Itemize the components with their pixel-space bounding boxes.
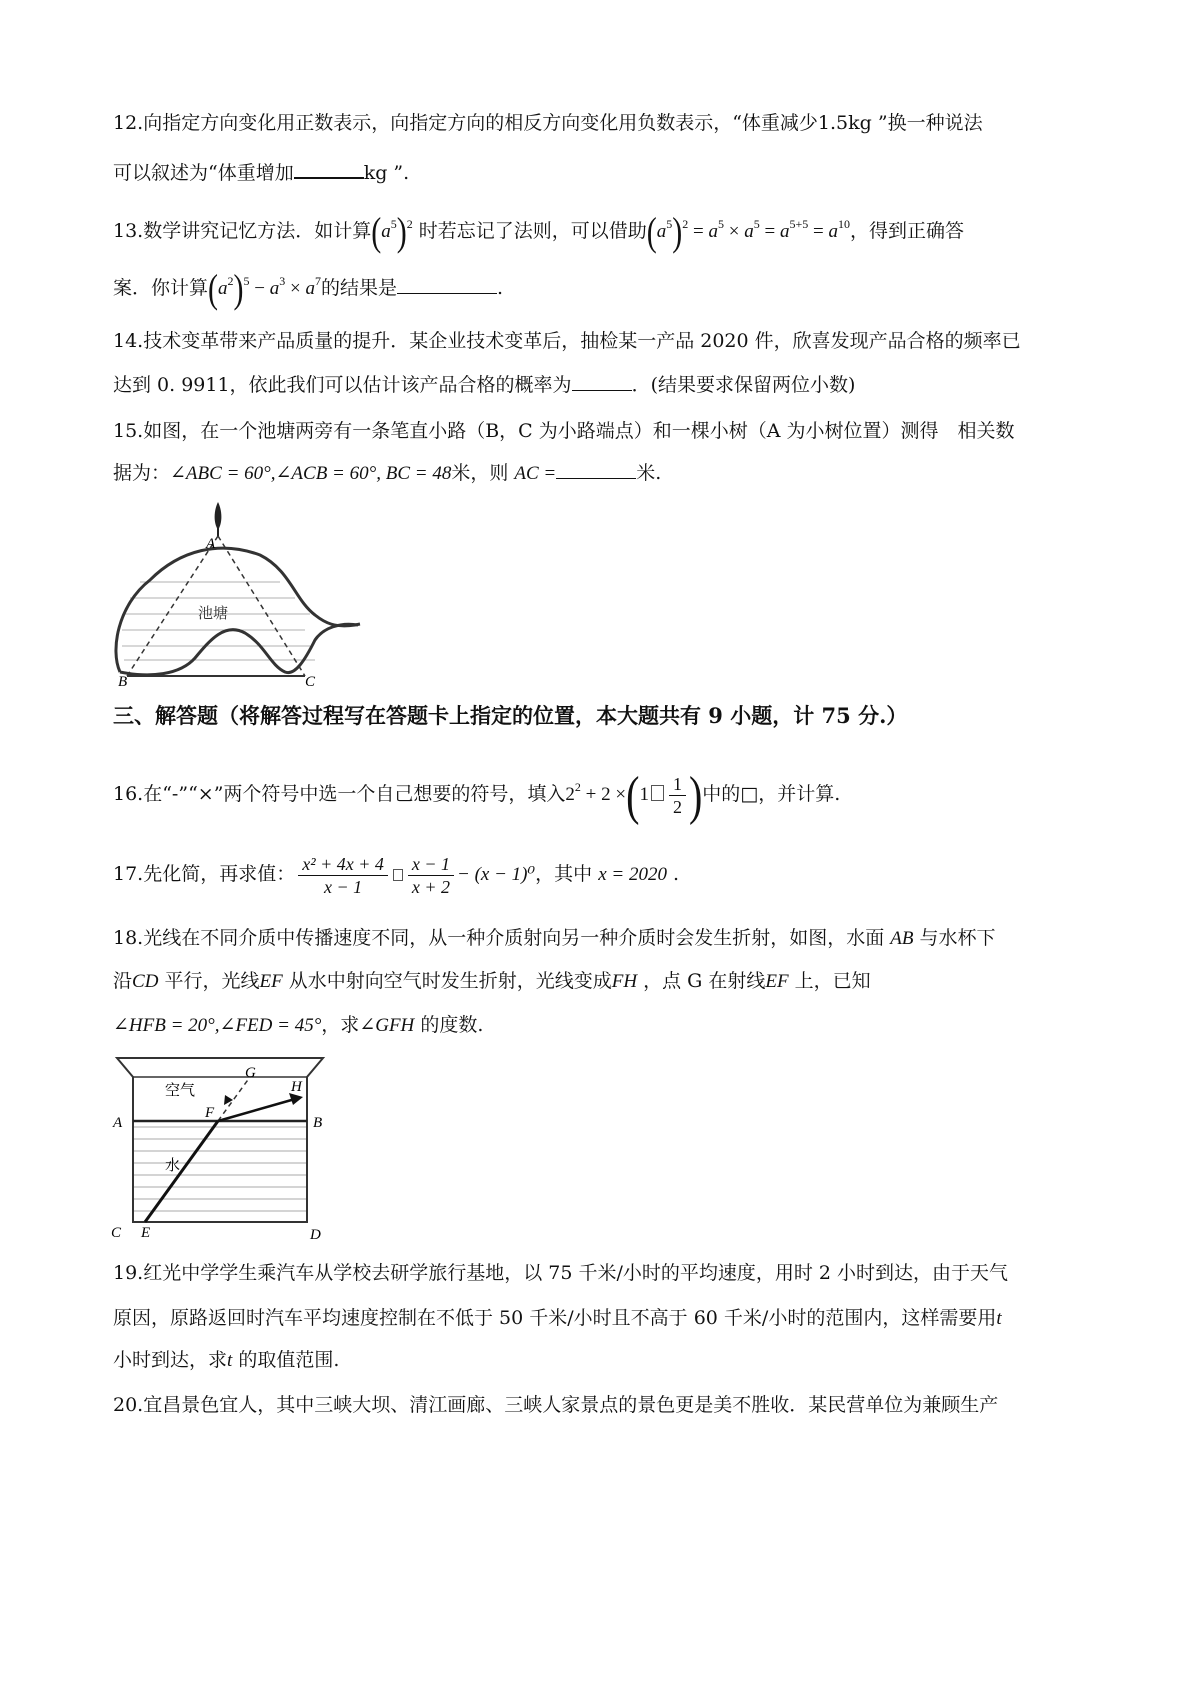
q17-line bbox=[113, 850, 679, 899]
q16-frac-den: 2 bbox=[672, 797, 682, 817]
q18-line2 bbox=[113, 968, 871, 995]
q18-ef: EF bbox=[259, 971, 283, 992]
q18-text-c: 沿 bbox=[113, 970, 133, 992]
q17-f1-den: x − 1 bbox=[323, 876, 363, 897]
q18-text-g: 上，已知 bbox=[794, 970, 871, 992]
label-c: C bbox=[305, 674, 316, 690]
q18-text-h: ，求 bbox=[321, 1014, 360, 1036]
label-e: E bbox=[141, 1225, 151, 1241]
label-a: A bbox=[113, 1115, 123, 1131]
q18-text-f: ，点 G 在射线 bbox=[643, 970, 766, 992]
q16-base: 2 bbox=[565, 783, 575, 805]
q14-text-b: ．(结果要求保留两位小数) bbox=[631, 374, 856, 396]
q18-cd: CD bbox=[132, 971, 159, 992]
label-a: A bbox=[206, 536, 216, 552]
section-3-heading: 三、解答题（将解答过程写在答题卡上指定的位置，本大题共有 9 小题，计 75 分.） bbox=[113, 703, 908, 728]
q19-t: t bbox=[996, 1308, 1002, 1329]
q13-text-c: ，得到正确答 bbox=[849, 220, 964, 242]
q18-line3 bbox=[113, 1012, 483, 1039]
q19-t-2: t bbox=[227, 1350, 233, 1371]
q18-text-e: 从水中射向空气时发生折射，光线变成 bbox=[288, 970, 612, 992]
ray-fh bbox=[218, 1099, 295, 1121]
q15-line1: 15.如图，在一个池塘两旁有一条笔直小路（B，C 为小路端点）和一棵小树（A 为小树位置）测得 相关数 bbox=[113, 420, 1015, 442]
q13-expr-compute: $(a^2)^5 - a^3 \times a^7$ bbox=[208, 266, 321, 312]
label-h: H bbox=[291, 1079, 302, 1095]
answer-blank bbox=[397, 279, 497, 294]
q14-line2 bbox=[113, 372, 855, 398]
q13-period: . bbox=[496, 277, 504, 299]
q13-line1 bbox=[113, 209, 964, 255]
q18-text-i: 的度数. bbox=[420, 1014, 484, 1036]
q18-text-d: 平行，光线 bbox=[164, 970, 260, 992]
q13-text-b: 时若忘记了法则，可以借助 bbox=[418, 220, 647, 242]
q19-text-b: 小时到达，求 bbox=[113, 1349, 228, 1371]
q17-text-a: 17.先化简，再求值： bbox=[113, 863, 296, 885]
q15-text-c: 米. bbox=[636, 462, 662, 484]
label-c: C bbox=[111, 1225, 122, 1241]
q15-ac: AC = bbox=[514, 463, 557, 484]
q17-condition: x = 2020 bbox=[598, 864, 667, 885]
air-label: 空气 bbox=[165, 1081, 196, 1099]
q16-line bbox=[113, 764, 841, 826]
label-b: B bbox=[313, 1115, 323, 1131]
q18-condition: ∠HFB = 20°,∠FED = 45° bbox=[113, 1015, 322, 1036]
ray-ef bbox=[145, 1121, 218, 1222]
q18-fh: FH bbox=[611, 971, 638, 992]
q15-text-a: 据为： bbox=[113, 462, 171, 484]
q16-plus: + 2 × bbox=[580, 783, 627, 805]
q13-text-a: 13.数学讲究记忆方法．如计算 bbox=[113, 220, 372, 242]
q16-frac-num: 1 bbox=[669, 773, 686, 796]
q18-ef-2: EF bbox=[765, 971, 789, 992]
q17-rest: − (x − 1)⁰ bbox=[457, 864, 536, 885]
tree-icon bbox=[215, 502, 222, 530]
q17-period: . bbox=[673, 863, 680, 885]
q16-text-b: 中的□，并计算. bbox=[702, 782, 841, 805]
q15-line2 bbox=[113, 460, 661, 487]
q12-line2-text: 可以叙述为“体重增加 bbox=[113, 162, 294, 184]
q18-text-b: 与水杯下 bbox=[919, 927, 996, 949]
label-b: B bbox=[118, 674, 128, 690]
q16-text-a: 16.在“-”“×”两个符号中选一个自己想要的符号，填入 bbox=[113, 782, 566, 805]
q17-f2-num: x − 1 bbox=[408, 853, 454, 876]
q20-line1: 20.宜昌景色宜人，其中三峡大坝、清江画廊、三峡人家景点的景色更是美不胜收．某民营单位为兼顾生产 bbox=[113, 1394, 999, 1416]
q13-line2 bbox=[113, 266, 504, 312]
q19-line2 bbox=[113, 1305, 1002, 1332]
q13-text-e: 的结果是 bbox=[320, 277, 397, 299]
q13-expr-identity: $(a^5)^2 = a^5 \times a^5 = a^{5+5} = a^{10}$ bbox=[646, 209, 850, 255]
q16-expr: $2^2 + 2 \times(1$ $\frac{1}{2}$ ) bbox=[565, 764, 703, 826]
q16-one: 1 bbox=[639, 783, 649, 805]
q18-gfh: ∠GFH bbox=[359, 1015, 415, 1036]
q19-line3 bbox=[113, 1347, 339, 1374]
q16-fraction bbox=[669, 773, 686, 818]
pond-label: 池塘 bbox=[198, 604, 229, 622]
answer-blank bbox=[572, 376, 632, 391]
water-cup-figure bbox=[105, 1055, 335, 1245]
pond-figure bbox=[110, 500, 370, 690]
q13-text-d: 案．你计算 bbox=[113, 277, 209, 299]
water-label: 水 bbox=[165, 1156, 181, 1174]
q18-ab: AB bbox=[890, 928, 914, 949]
q13-expr-a5-squared: $(a^5)^2$ bbox=[371, 209, 413, 255]
q12-line2 bbox=[113, 160, 409, 186]
q18-line1 bbox=[113, 925, 996, 952]
q17-f1-num: x² + 4x + 4 bbox=[298, 853, 388, 876]
q15-text-b: 米，则 bbox=[451, 462, 509, 484]
label-f: F bbox=[205, 1105, 215, 1121]
q17-f2-den: x + 2 bbox=[411, 876, 451, 897]
q14-text-a: 达到 0. 9911，依此我们可以估计该产品合格的概率为 bbox=[113, 374, 572, 396]
q19-text-c: 的取值范围. bbox=[238, 1349, 340, 1371]
q17-fraction-1 bbox=[298, 853, 388, 898]
q12-line1: 12.向指定方向变化用正数表示，向指定方向的相反方向变化用负数表示，“体重减少1.5kg ”换一种说法 bbox=[113, 112, 983, 134]
q17-fraction-2 bbox=[408, 853, 454, 898]
blank-box bbox=[651, 785, 664, 801]
answer-blank bbox=[556, 464, 636, 479]
q19-line1: 19.红光中学学生乘汽车从学校去研学旅行基地，以 75 千米/小时的平均速度，用时 2 小时到达，由于天气 bbox=[113, 1262, 1009, 1284]
q17-text-b: ，其中 bbox=[535, 863, 593, 885]
q19-text-a: 原因，原路返回时汽车平均速度控制在不低于 50 千米/小时且不高于 60 千米/小时的范围内，这样需要用 bbox=[113, 1307, 997, 1329]
label-g: G bbox=[245, 1065, 256, 1081]
divide-box bbox=[393, 869, 403, 881]
label-d: D bbox=[310, 1227, 321, 1243]
q18-text-a: 18.光线在不同介质中传播速度不同，从一种介质射向另一种介质时会发生折射，如图，水面 bbox=[113, 927, 885, 949]
answer-blank bbox=[294, 163, 364, 179]
q12-unit: kg ”. bbox=[363, 162, 410, 184]
q15-condition: ∠ABC = 60°,∠ACB = 60°, BC = 48 bbox=[170, 463, 452, 484]
q14-line1: 14.技术变革带来产品质量的提升．某企业技术变革后，抽检某一产品 2020 件，欣喜发现产品合格的频率已 bbox=[113, 330, 1021, 352]
